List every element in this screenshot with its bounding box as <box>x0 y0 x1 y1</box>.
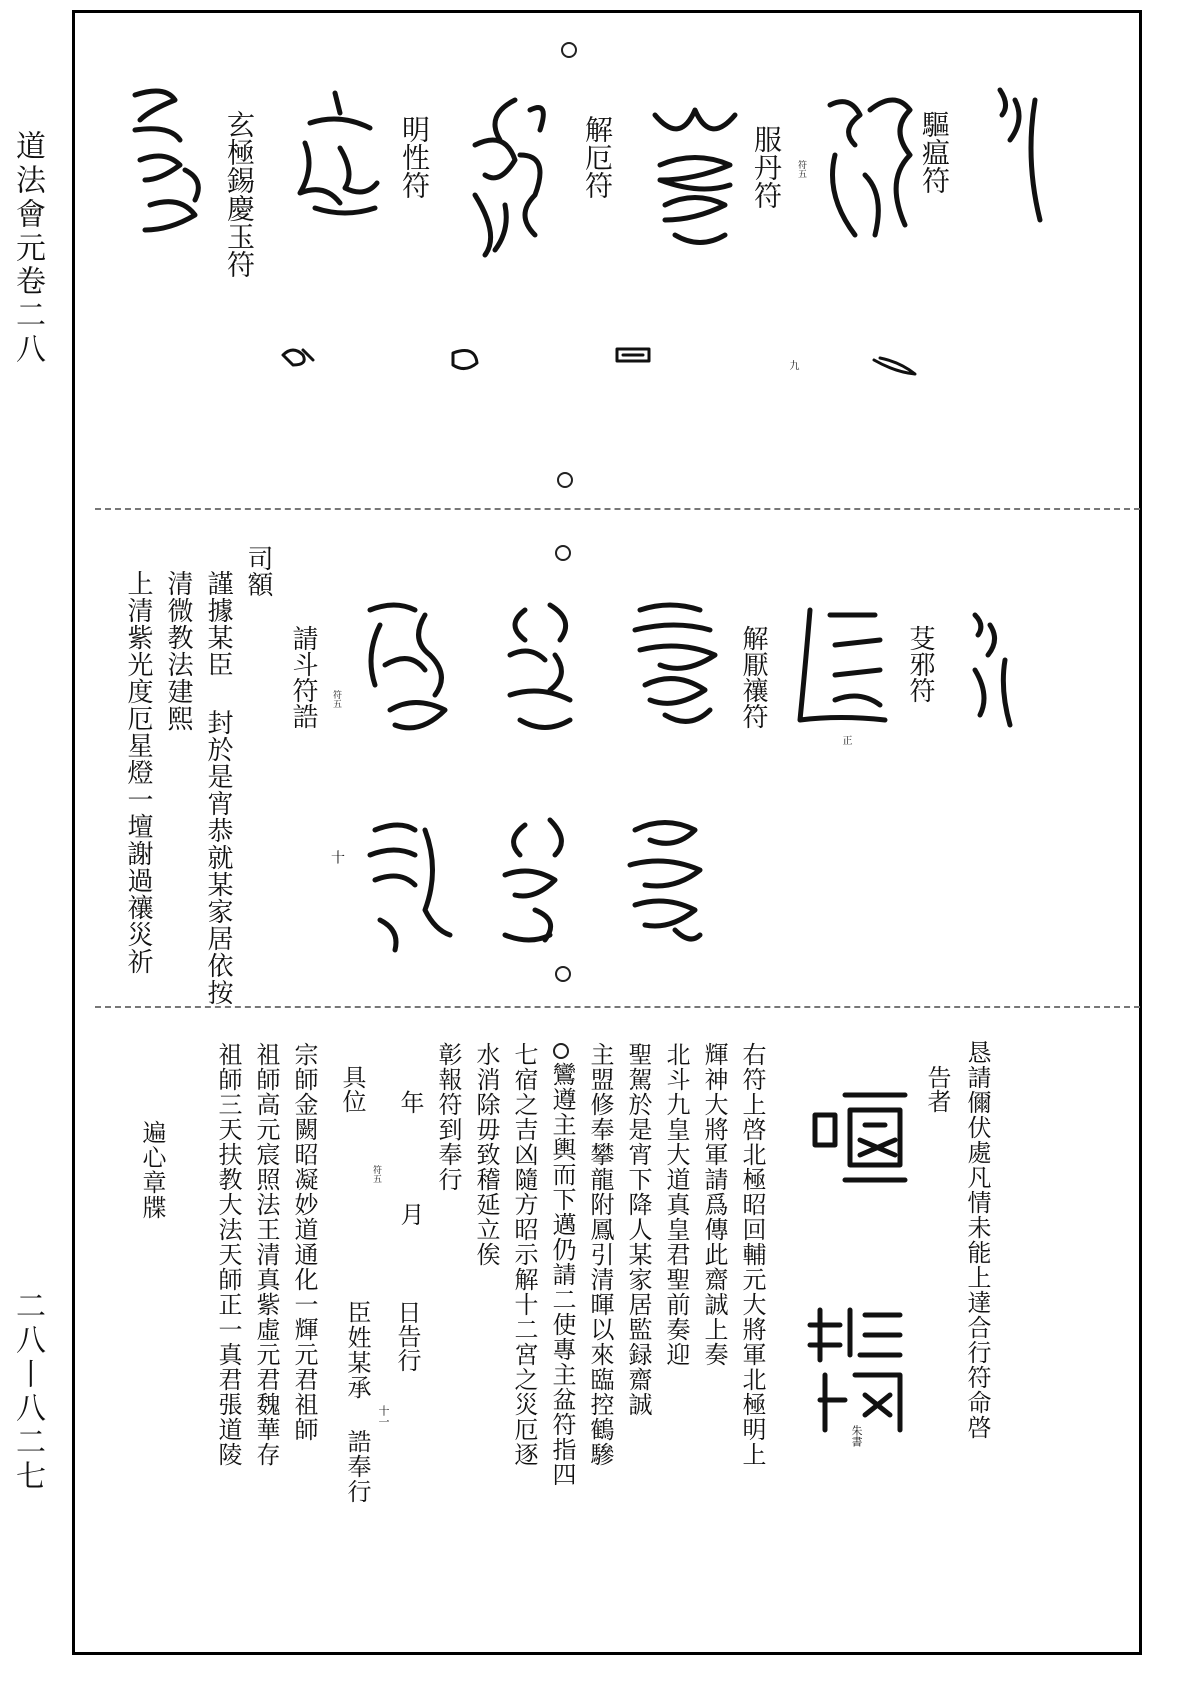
minister-line: 臣姓某承 誥奉行 <box>343 1300 371 1504</box>
corner-stroke-mark-2 <box>960 600 1020 740</box>
panel-divider-2 <box>95 1006 1140 1008</box>
talisman-label-quwen: 驅瘟符 <box>918 110 951 194</box>
talisman-fudan-icon <box>640 95 750 255</box>
body-line-3: 北斗九皇大道真皇君聖前奏迎 <box>662 1042 690 1367</box>
talisman-jiee-icon <box>455 85 565 265</box>
body-line-6: 鸞遵主輿而下邁仍請二使專主盆符指四 <box>548 1062 576 1487</box>
talisman-label-jieyan: 解厭禳符 <box>738 625 768 729</box>
circle-mark-panel2-top <box>555 545 571 561</box>
writ-line-1: 謹據某臣 封於是宵恭就某家居依按 <box>203 570 233 1006</box>
talisman-label-fudan: 服丹符 <box>750 125 783 209</box>
position-line: 具位 <box>338 1065 366 1113</box>
talisman-xuanji-icon <box>125 80 215 240</box>
talisman-label-shanxie: 芟邪符 <box>905 625 935 703</box>
talisman-col3-top-icon <box>490 595 590 745</box>
small-note-fuwu-1: 符五 <box>796 160 806 178</box>
circle-mark-mid <box>557 472 573 488</box>
talisman-jieyan-bottom-icon <box>615 810 715 950</box>
talisman-quwen-icon <box>815 85 925 255</box>
seal-talisman-top-icon <box>805 1085 915 1195</box>
body-line-7: 七宿之吉凶隨方昭示解十二宮之災厄逐 <box>510 1042 538 1467</box>
seal-talisman-bottom-icon <box>805 1300 915 1440</box>
small-note-fuwu-3: 符五 <box>371 1165 381 1183</box>
talisman-shanxie-icon <box>790 590 900 740</box>
talisman-label-xuanji: 玄極錫慶玉符 <box>223 110 256 278</box>
stamp-mark-3 <box>613 343 653 367</box>
body-line-1: 右符上啓北極昭回輔元大將軍北極明上 <box>738 1042 766 1467</box>
book-title: 道法會元 <box>10 130 45 266</box>
master-line-1: 宗師金闕昭凝妙道通化一輝元君祖師 <box>290 1042 318 1442</box>
master-line-2: 祖師高元宸照法王清真紫虛元君魏華存 <box>252 1042 280 1467</box>
small-note-shi: 十 <box>329 850 345 864</box>
body-line-9: 彰報符到奉行 <box>434 1042 462 1192</box>
panel-divider-1 <box>95 508 1140 510</box>
talisman-mingxing-icon <box>285 88 385 228</box>
small-note-jiu: 九 <box>787 360 798 370</box>
master-line-3: 祖師三天扶教大法天師正一真君張道陵 <box>214 1042 242 1467</box>
date-line: 年 月 <box>396 1090 424 1256</box>
talisman-col4-bottom-icon <box>355 810 455 960</box>
small-note-shiyi: 十一 <box>377 1405 390 1427</box>
small-note-zheng: 正 <box>840 735 851 745</box>
talisman-label-jiee: 解厄符 <box>581 115 614 199</box>
body-line-4: 聖駕於是宵下降人某家居監録齋誠 <box>624 1042 652 1417</box>
writ-title: 司額 <box>243 545 273 597</box>
date-issue-line: 日告行 <box>393 1300 421 1372</box>
talisman-col3-bottom-icon <box>485 805 585 955</box>
talisman-jieyan-top-icon <box>625 595 725 745</box>
circle-mark-panel2-bottom <box>555 966 571 982</box>
talisman-label-mingxing: 明性符 <box>398 115 431 199</box>
stamp-mark-2 <box>445 345 485 375</box>
intro-line-1: 恳請儞伏處凡情未能上達合行符命啓 <box>963 1040 991 1440</box>
body-line-8: 水消除毋致稽延立俟 <box>472 1042 500 1267</box>
stamp-mark-4 <box>870 352 920 382</box>
volume-label: 卷二八 <box>10 265 45 367</box>
corner-stroke-mark <box>980 70 1050 230</box>
circle-mark-top <box>561 42 577 58</box>
stamp-mark-1 <box>278 340 318 370</box>
small-note-zhushu: 朱書 <box>850 1425 863 1447</box>
body-line-2: 輝神大將軍請爲傳此齋誠上奏 <box>700 1042 728 1367</box>
writ-line-3: 上清紫光度厄星燈一壇謝過禳災祈 <box>123 570 153 975</box>
page-number: 二八丨八二七 <box>10 1290 45 1494</box>
talisman-col4-top-icon <box>355 595 465 745</box>
writ-line-2: 清微教法建熙 <box>163 570 193 732</box>
small-note-fuwu-2: 符五 <box>331 690 341 708</box>
talisman-label-qingdou: 請斗符誥 <box>288 625 318 729</box>
body-line-5: 主盟修奉攀龍附鳳引清暉以來臨控鶴驂 <box>586 1042 614 1467</box>
circle-mark-panel3 <box>553 1043 569 1059</box>
intro-line-2: 告者 <box>923 1065 951 1113</box>
closing-line: 遍心章牒 <box>138 1120 166 1220</box>
